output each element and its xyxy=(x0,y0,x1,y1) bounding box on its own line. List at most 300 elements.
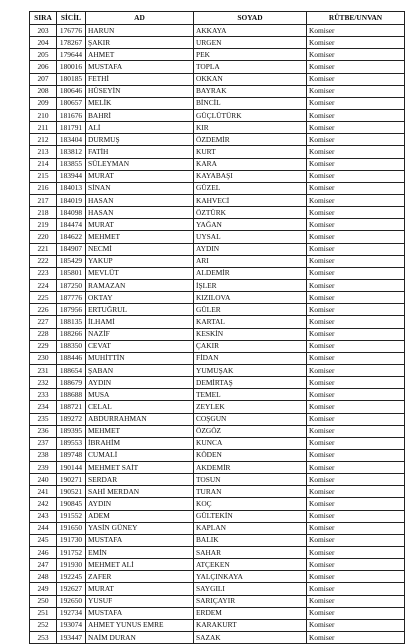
personnel-table xyxy=(29,11,405,644)
cell-sicil: 176776 xyxy=(57,25,86,37)
cell-soyad: OKKAN xyxy=(194,73,307,85)
cell-soyad: KARAKURT xyxy=(194,619,307,631)
cell-ad: AHMET YUNUS EMRE xyxy=(86,619,194,631)
cell-soyad: KAYABAŞI xyxy=(194,170,307,182)
cell-sicil: 188721 xyxy=(57,401,86,413)
cell-soyad: URGEN xyxy=(194,37,307,49)
table-header-row xyxy=(30,12,405,25)
cell-ad: SERDAR xyxy=(86,474,194,486)
cell-sira: 245 xyxy=(30,534,57,546)
cell-sira: 213 xyxy=(30,146,57,158)
cell-ad: MURAT xyxy=(86,583,194,595)
table-row xyxy=(30,255,405,267)
cell-sicil: 190144 xyxy=(57,462,86,474)
cell-soyad: TOPLA xyxy=(194,61,307,73)
cell-soyad: YALÇINKAYA xyxy=(194,571,307,583)
table-row xyxy=(30,510,405,522)
cell-soyad: ERDEM xyxy=(194,607,307,619)
table-row xyxy=(30,97,405,109)
cell-rutbe: Komiser xyxy=(307,571,405,583)
cell-ad: NECMİ xyxy=(86,243,194,255)
cell-rutbe: Komiser xyxy=(307,85,405,97)
cell-rutbe: Komiser xyxy=(307,486,405,498)
cell-sira: 234 xyxy=(30,401,57,413)
cell-rutbe: Komiser xyxy=(307,255,405,267)
cell-ad: CUMALİ xyxy=(86,449,194,461)
cell-rutbe: Komiser xyxy=(307,498,405,510)
cell-sicil: 191650 xyxy=(57,522,86,534)
cell-sira: 236 xyxy=(30,425,57,437)
cell-sira: 244 xyxy=(30,522,57,534)
cell-sira: 248 xyxy=(30,571,57,583)
cell-ad: DURMUŞ xyxy=(86,134,194,146)
cell-ad: HASAN xyxy=(86,194,194,206)
cell-sira: 215 xyxy=(30,170,57,182)
cell-soyad: ÖZTÜRK xyxy=(194,207,307,219)
cell-ad: MUHİTTİN xyxy=(86,352,194,364)
cell-soyad: KIR xyxy=(194,122,307,134)
table-row xyxy=(30,607,405,619)
cell-sira: 228 xyxy=(30,328,57,340)
cell-sicil: 188688 xyxy=(57,389,86,401)
cell-ad: SİNAN xyxy=(86,182,194,194)
cell-ad: HARUN xyxy=(86,25,194,37)
cell-soyad: SARIÇAYIR xyxy=(194,595,307,607)
cell-sira: 227 xyxy=(30,316,57,328)
cell-soyad: SAZAK xyxy=(194,632,307,644)
table-row xyxy=(30,340,405,352)
cell-sicil: 189272 xyxy=(57,413,86,425)
cell-sira: 207 xyxy=(30,73,57,85)
table-row xyxy=(30,219,405,231)
table-row xyxy=(30,25,405,37)
table-row xyxy=(30,109,405,121)
cell-sira: 235 xyxy=(30,413,57,425)
cell-rutbe: Komiser xyxy=(307,595,405,607)
cell-ad: OKTAY xyxy=(86,292,194,304)
cell-ad: RAMAZAN xyxy=(86,279,194,291)
cell-sira: 253 xyxy=(30,632,57,644)
cell-rutbe: Komiser xyxy=(307,510,405,522)
cell-sira: 203 xyxy=(30,25,57,37)
cell-sicil: 183404 xyxy=(57,134,86,146)
cell-sicil: 184622 xyxy=(57,231,86,243)
cell-ad: ŞAKIR xyxy=(86,37,194,49)
cell-rutbe: Komiser xyxy=(307,219,405,231)
cell-ad: FETHİ xyxy=(86,73,194,85)
cell-sira: 239 xyxy=(30,462,57,474)
cell-sicil: 192627 xyxy=(57,583,86,595)
table-row xyxy=(30,73,405,85)
cell-soyad: AKDEMİR xyxy=(194,462,307,474)
cell-sira: 208 xyxy=(30,85,57,97)
table-row xyxy=(30,498,405,510)
cell-soyad: PEK xyxy=(194,49,307,61)
table-row xyxy=(30,85,405,97)
cell-sicil: 178267 xyxy=(57,37,86,49)
table-row xyxy=(30,534,405,546)
cell-rutbe: Komiser xyxy=(307,158,405,170)
cell-sira: 229 xyxy=(30,340,57,352)
cell-ad: ALİ xyxy=(86,122,194,134)
cell-rutbe: Komiser xyxy=(307,522,405,534)
cell-ad: AHMET xyxy=(86,49,194,61)
cell-soyad: SAHAR xyxy=(194,547,307,559)
cell-ad: YAKUP xyxy=(86,255,194,267)
cell-ad: MEHMET SAİT xyxy=(86,462,194,474)
table-row xyxy=(30,49,405,61)
cell-soyad: AYDIN xyxy=(194,243,307,255)
cell-soyad: FİDAN xyxy=(194,352,307,364)
cell-sicil: 189395 xyxy=(57,425,86,437)
cell-rutbe: Komiser xyxy=(307,352,405,364)
cell-sira: 218 xyxy=(30,207,57,219)
cell-sicil: 180016 xyxy=(57,61,86,73)
cell-soyad: ALDEMİR xyxy=(194,267,307,279)
table-row xyxy=(30,207,405,219)
cell-sicil: 184907 xyxy=(57,243,86,255)
cell-sira: 230 xyxy=(30,352,57,364)
cell-soyad: ÇAKIR xyxy=(194,340,307,352)
cell-sira: 251 xyxy=(30,607,57,619)
cell-rutbe: Komiser xyxy=(307,170,405,182)
cell-ad: MUSTAFA xyxy=(86,61,194,73)
cell-sira: 243 xyxy=(30,510,57,522)
table-row xyxy=(30,182,405,194)
table-row xyxy=(30,158,405,170)
table-row xyxy=(30,316,405,328)
table-row xyxy=(30,583,405,595)
cell-soyad: ÖZDEMİR xyxy=(194,134,307,146)
cell-rutbe: Komiser xyxy=(307,182,405,194)
cell-rutbe: Komiser xyxy=(307,146,405,158)
cell-rutbe: Komiser xyxy=(307,619,405,631)
cell-sira: 240 xyxy=(30,474,57,486)
cell-rutbe: Komiser xyxy=(307,547,405,559)
cell-soyad: KARTAL xyxy=(194,316,307,328)
cell-sira: 219 xyxy=(30,219,57,231)
cell-rutbe: Komiser xyxy=(307,73,405,85)
cell-soyad: KESKİN xyxy=(194,328,307,340)
cell-soyad: ARI xyxy=(194,255,307,267)
cell-soyad: BAYRAK xyxy=(194,85,307,97)
cell-sicil: 189748 xyxy=(57,449,86,461)
cell-ad: MEHMET ALİ xyxy=(86,559,194,571)
cell-soyad: KÖDEN xyxy=(194,449,307,461)
cell-rutbe: Komiser xyxy=(307,534,405,546)
cell-ad: ERTUĞRUL xyxy=(86,304,194,316)
cell-soyad: GÜÇLÜTÜRK xyxy=(194,109,307,121)
cell-rutbe: Komiser xyxy=(307,559,405,571)
table-row xyxy=(30,304,405,316)
cell-rutbe: Komiser xyxy=(307,449,405,461)
cell-sicil: 183812 xyxy=(57,146,86,158)
table-row xyxy=(30,364,405,376)
cell-soyad: SAYGILI xyxy=(194,583,307,595)
cell-sira: 247 xyxy=(30,559,57,571)
cell-rutbe: Komiser xyxy=(307,462,405,474)
table-row xyxy=(30,619,405,631)
cell-sicil: 187956 xyxy=(57,304,86,316)
cell-sicil: 185429 xyxy=(57,255,86,267)
cell-sicil: 189553 xyxy=(57,437,86,449)
cell-ad: İBRAHİM xyxy=(86,437,194,449)
cell-soyad: TOSUN xyxy=(194,474,307,486)
cell-rutbe: Komiser xyxy=(307,389,405,401)
cell-sira: 221 xyxy=(30,243,57,255)
cell-ad: MEHMET xyxy=(86,231,194,243)
cell-sicil: 188350 xyxy=(57,340,86,352)
cell-sicil: 193074 xyxy=(57,619,86,631)
cell-soyad: UYSAL xyxy=(194,231,307,243)
table-row xyxy=(30,146,405,158)
cell-sira: 220 xyxy=(30,231,57,243)
cell-sicil: 184013 xyxy=(57,182,86,194)
cell-soyad: YAĞAN xyxy=(194,219,307,231)
cell-sira: 226 xyxy=(30,304,57,316)
cell-ad: FATİH xyxy=(86,146,194,158)
cell-soyad: DEMİRTAŞ xyxy=(194,377,307,389)
cell-soyad: KIZILOVA xyxy=(194,292,307,304)
table-row xyxy=(30,292,405,304)
table-row xyxy=(30,486,405,498)
cell-soyad: GÜLER xyxy=(194,304,307,316)
table-row xyxy=(30,267,405,279)
cell-ad: NAZİF xyxy=(86,328,194,340)
cell-soyad: TEMEL xyxy=(194,389,307,401)
cell-rutbe: Komiser xyxy=(307,194,405,206)
cell-rutbe: Komiser xyxy=(307,328,405,340)
cell-sicil: 187776 xyxy=(57,292,86,304)
cell-sicil: 188266 xyxy=(57,328,86,340)
cell-rutbe: Komiser xyxy=(307,340,405,352)
cell-ad: SAHİ MERDAN xyxy=(86,486,194,498)
cell-sira: 246 xyxy=(30,547,57,559)
cell-ad: MURAT xyxy=(86,219,194,231)
cell-soyad: ÖZGÖZ xyxy=(194,425,307,437)
cell-sicil: 179644 xyxy=(57,49,86,61)
table-row xyxy=(30,474,405,486)
cell-sicil: 180646 xyxy=(57,85,86,97)
cell-rutbe: Komiser xyxy=(307,304,405,316)
cell-ad: İLHAMİ xyxy=(86,316,194,328)
cell-rutbe: Komiser xyxy=(307,279,405,291)
cell-soyad: AKKAYA xyxy=(194,25,307,37)
cell-rutbe: Komiser xyxy=(307,377,405,389)
header-soyad: SOYAD xyxy=(194,12,307,25)
table-row xyxy=(30,389,405,401)
cell-rutbe: Komiser xyxy=(307,316,405,328)
table-row xyxy=(30,401,405,413)
cell-rutbe: Komiser xyxy=(307,364,405,376)
cell-sira: 225 xyxy=(30,292,57,304)
table-row xyxy=(30,194,405,206)
cell-ad: EMİN xyxy=(86,547,194,559)
cell-sira: 250 xyxy=(30,595,57,607)
cell-ad: MEHMET xyxy=(86,425,194,437)
cell-ad: AYDIN xyxy=(86,377,194,389)
cell-rutbe: Komiser xyxy=(307,109,405,121)
cell-sira: 237 xyxy=(30,437,57,449)
cell-soyad: KUNCA xyxy=(194,437,307,449)
cell-rutbe: Komiser xyxy=(307,61,405,73)
cell-sicil: 188679 xyxy=(57,377,86,389)
table-row xyxy=(30,547,405,559)
cell-ad: BAHRİ xyxy=(86,109,194,121)
table-row xyxy=(30,61,405,73)
cell-sicil: 192245 xyxy=(57,571,86,583)
cell-rutbe: Komiser xyxy=(307,413,405,425)
cell-sicil: 183944 xyxy=(57,170,86,182)
cell-ad: AYDIN xyxy=(86,498,194,510)
cell-sicil: 180185 xyxy=(57,73,86,85)
cell-ad: MELİK xyxy=(86,97,194,109)
cell-sira: 233 xyxy=(30,389,57,401)
table-row xyxy=(30,522,405,534)
table-row xyxy=(30,413,405,425)
cell-sicil: 188446 xyxy=(57,352,86,364)
cell-soyad: ATÇEKEN xyxy=(194,559,307,571)
table-row xyxy=(30,122,405,134)
cell-rutbe: Komiser xyxy=(307,292,405,304)
cell-soyad: KAPLAN xyxy=(194,522,307,534)
cell-ad: MURAT xyxy=(86,170,194,182)
cell-sicil: 193447 xyxy=(57,632,86,644)
cell-soyad: KARA xyxy=(194,158,307,170)
cell-ad: ABDURRAHMAN xyxy=(86,413,194,425)
table-row xyxy=(30,559,405,571)
cell-ad: CEVAT xyxy=(86,340,194,352)
cell-sira: 224 xyxy=(30,279,57,291)
cell-sira: 217 xyxy=(30,194,57,206)
cell-rutbe: Komiser xyxy=(307,97,405,109)
cell-sicil: 190845 xyxy=(57,498,86,510)
cell-rutbe: Komiser xyxy=(307,231,405,243)
table-row xyxy=(30,231,405,243)
cell-sira: 252 xyxy=(30,619,57,631)
cell-sicil: 184019 xyxy=(57,194,86,206)
cell-sira: 212 xyxy=(30,134,57,146)
header-rutbe: RÜTBE/UNVAN xyxy=(307,12,405,25)
cell-sicil: 191752 xyxy=(57,547,86,559)
cell-soyad: COŞGUN xyxy=(194,413,307,425)
cell-ad: ADEM xyxy=(86,510,194,522)
cell-sicil: 180657 xyxy=(57,97,86,109)
cell-sira: 249 xyxy=(30,583,57,595)
cell-sicil: 184474 xyxy=(57,219,86,231)
cell-sira: 204 xyxy=(30,37,57,49)
cell-sira: 210 xyxy=(30,109,57,121)
table-row xyxy=(30,632,405,644)
cell-rutbe: Komiser xyxy=(307,607,405,619)
cell-rutbe: Komiser xyxy=(307,134,405,146)
cell-sicil: 190271 xyxy=(57,474,86,486)
cell-rutbe: Komiser xyxy=(307,425,405,437)
cell-ad: CELAL xyxy=(86,401,194,413)
cell-sira: 231 xyxy=(30,364,57,376)
cell-rutbe: Komiser xyxy=(307,401,405,413)
cell-soyad: KURT xyxy=(194,146,307,158)
cell-sicil: 191552 xyxy=(57,510,86,522)
cell-ad: MUSA xyxy=(86,389,194,401)
table-row xyxy=(30,352,405,364)
cell-sira: 209 xyxy=(30,97,57,109)
cell-soyad: BALIK xyxy=(194,534,307,546)
header-sira: SIRA xyxy=(30,12,57,25)
cell-sicil: 188654 xyxy=(57,364,86,376)
cell-sicil: 188135 xyxy=(57,316,86,328)
cell-soyad: GÜLTEKİN xyxy=(194,510,307,522)
cell-rutbe: Komiser xyxy=(307,49,405,61)
cell-soyad: BİNCİL xyxy=(194,97,307,109)
cell-sira: 232 xyxy=(30,377,57,389)
cell-rutbe: Komiser xyxy=(307,474,405,486)
cell-sira: 241 xyxy=(30,486,57,498)
cell-rutbe: Komiser xyxy=(307,267,405,279)
cell-soyad: KOÇ xyxy=(194,498,307,510)
cell-sira: 216 xyxy=(30,182,57,194)
cell-rutbe: Komiser xyxy=(307,243,405,255)
table-row xyxy=(30,571,405,583)
table-row xyxy=(30,134,405,146)
cell-rutbe: Komiser xyxy=(307,632,405,644)
cell-sira: 242 xyxy=(30,498,57,510)
cell-sira: 214 xyxy=(30,158,57,170)
cell-ad: NAİM DURAN xyxy=(86,632,194,644)
cell-ad: MUSTAFA xyxy=(86,534,194,546)
cell-sicil: 187250 xyxy=(57,279,86,291)
cell-soyad: İŞLER xyxy=(194,279,307,291)
table-row xyxy=(30,462,405,474)
table-row xyxy=(30,279,405,291)
table-row xyxy=(30,595,405,607)
table-row xyxy=(30,377,405,389)
cell-sicil: 192650 xyxy=(57,595,86,607)
cell-sicil: 191930 xyxy=(57,559,86,571)
cell-sicil: 191730 xyxy=(57,534,86,546)
cell-ad: YUSUF xyxy=(86,595,194,607)
table-row xyxy=(30,449,405,461)
cell-sicil: 183855 xyxy=(57,158,86,170)
cell-soyad: TURAN xyxy=(194,486,307,498)
table-body xyxy=(30,25,405,644)
table-row xyxy=(30,425,405,437)
cell-ad: MUSTAFA xyxy=(86,607,194,619)
table-row xyxy=(30,437,405,449)
cell-sira: 238 xyxy=(30,449,57,461)
cell-ad: YASİN GÜNEY xyxy=(86,522,194,534)
cell-sira: 222 xyxy=(30,255,57,267)
cell-sicil: 181791 xyxy=(57,122,86,134)
cell-soyad: GÜZEL xyxy=(194,182,307,194)
cell-ad: HASAN xyxy=(86,207,194,219)
cell-sicil: 192734 xyxy=(57,607,86,619)
table-row xyxy=(30,37,405,49)
cell-sicil: 181676 xyxy=(57,109,86,121)
cell-sira: 223 xyxy=(30,267,57,279)
cell-sicil: 185801 xyxy=(57,267,86,279)
cell-ad: HÜSEYİN xyxy=(86,85,194,97)
cell-soyad: KAHVECİ xyxy=(194,194,307,206)
cell-sicil: 184098 xyxy=(57,207,86,219)
table-row xyxy=(30,328,405,340)
cell-rutbe: Komiser xyxy=(307,583,405,595)
cell-rutbe: Komiser xyxy=(307,437,405,449)
cell-ad: ZAFER xyxy=(86,571,194,583)
cell-sira: 205 xyxy=(30,49,57,61)
cell-soyad: YUMUŞAK xyxy=(194,364,307,376)
cell-ad: SÜLEYMAN xyxy=(86,158,194,170)
